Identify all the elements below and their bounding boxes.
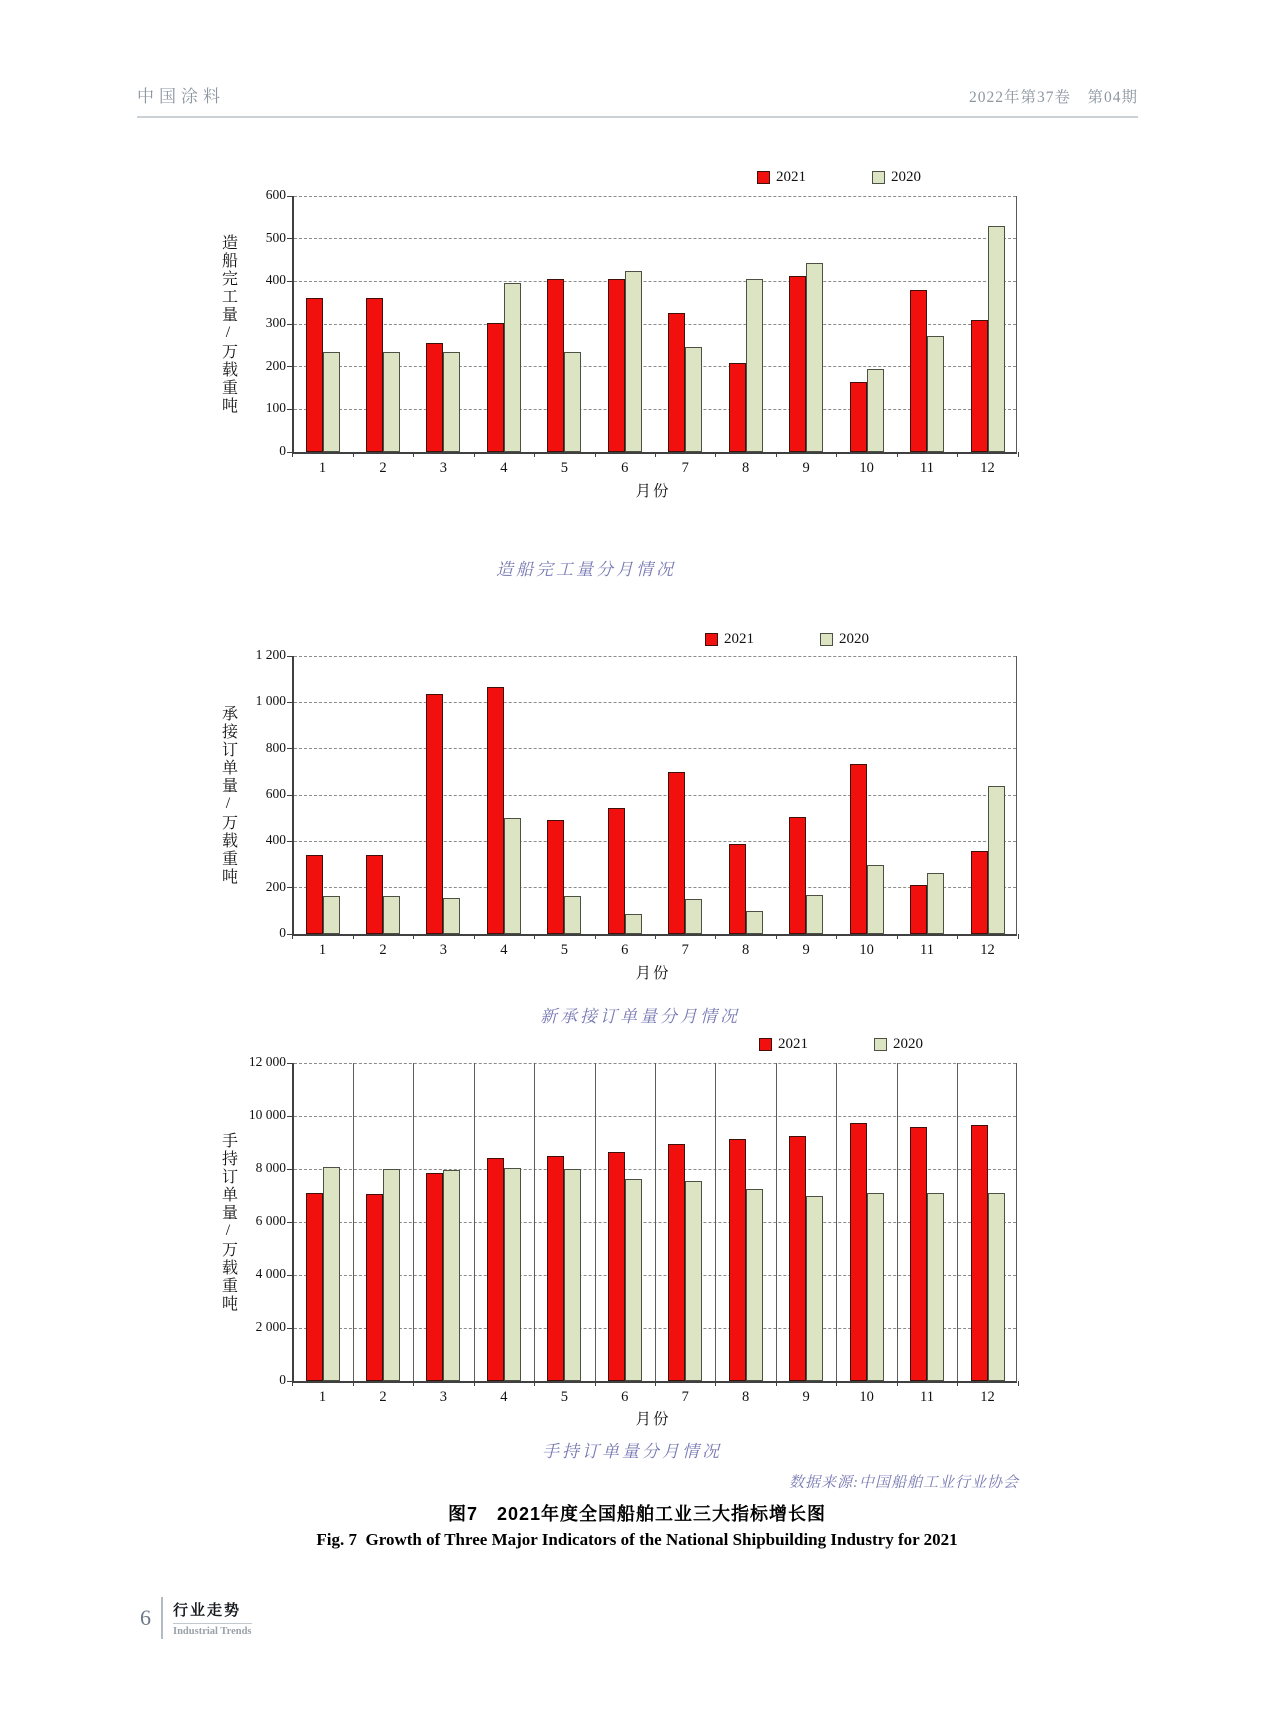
x-tick-label: 5 <box>560 460 568 476</box>
legend-2020-marker-icon <box>874 1038 887 1051</box>
bar-2020-month-3 <box>443 898 460 934</box>
legend-entry-2020 <box>820 631 869 648</box>
figure-caption-en: Fig. 7 Growth of Three Major Indicators of the National Shipbuilding Industry for 2021 <box>316 1530 958 1549</box>
page-number: 6 <box>140 1605 151 1630</box>
legend-2020-label: 2020 <box>839 631 869 647</box>
bar-2021-month-1 <box>306 298 323 452</box>
journal-name: 中国涂料 <box>137 87 225 106</box>
bar-2020-month-8 <box>746 911 763 934</box>
x-axis-tick <box>474 452 475 457</box>
gridline <box>294 748 1016 749</box>
bar-2021-month-11 <box>910 1127 927 1381</box>
bar-2021-month-4 <box>487 323 504 452</box>
category-separator <box>897 1063 898 1381</box>
bar-2020-month-6 <box>625 1179 642 1381</box>
y-axis-tick <box>287 409 292 410</box>
x-axis-tick <box>474 1381 475 1386</box>
x-tick-label: 3 <box>439 1389 448 1405</box>
bar-2021-month-10 <box>850 1123 867 1381</box>
x-axis-tick <box>776 452 777 457</box>
y-axis-tick <box>287 795 292 796</box>
x-tick-label: 1 <box>318 460 327 476</box>
y-tick-label: 0 <box>279 1372 286 1387</box>
legend-2020-label: 2020 <box>893 1036 923 1052</box>
bar-2021-month-3 <box>426 694 443 934</box>
bar-2021-month-9 <box>789 276 806 452</box>
legend-entry-2021 <box>759 1036 808 1053</box>
x-tick-label: 5 <box>560 1389 568 1405</box>
y-axis-tick <box>287 748 292 749</box>
y-axis-tick <box>287 324 292 325</box>
x-tick-label: 1 <box>318 942 327 958</box>
x-axis-tick <box>595 1381 596 1386</box>
gridline <box>294 409 1016 410</box>
bar-2021-month-7 <box>668 313 685 452</box>
bar-2020-month-1 <box>323 896 340 934</box>
x-axis-tick <box>897 934 898 939</box>
legend-entry-2020 <box>874 1036 923 1053</box>
x-tick-label: 2 <box>379 460 387 476</box>
category-separator <box>534 1063 535 1381</box>
bar-2021-month-2 <box>366 855 383 934</box>
legend-2021-marker-icon <box>757 171 770 184</box>
bar-2021-month-6 <box>608 808 625 934</box>
gridline <box>294 841 1016 842</box>
bar-2020-month-2 <box>383 896 400 934</box>
bar-2020-month-5 <box>564 1169 581 1381</box>
y-axis-tick <box>287 934 292 935</box>
y-tick-label: 1 000 <box>255 693 286 709</box>
x-axis-tick <box>413 934 414 939</box>
bar-2021-month-11 <box>910 290 927 452</box>
bar-2020-month-9 <box>806 895 823 934</box>
x-tick-label: 1 <box>318 1389 327 1405</box>
bar-2020-month-11 <box>927 1193 944 1381</box>
x-axis-tick <box>715 452 716 457</box>
legend-2021-label: 2021 <box>724 631 754 647</box>
category-separator <box>776 1063 777 1381</box>
chart2-legend <box>705 631 869 648</box>
x-axis-tick <box>353 934 354 939</box>
y-tick-label: 100 <box>265 400 286 416</box>
x-axis-tick <box>776 1381 777 1386</box>
category-separator <box>353 1063 354 1381</box>
x-axis-tick <box>897 452 898 457</box>
bar-2021-month-3 <box>426 1173 443 1381</box>
legend-2021-label: 2021 <box>778 1036 808 1052</box>
bar-2021-month-5 <box>547 279 564 452</box>
y-axis-tick <box>287 452 292 453</box>
y-axis-tick <box>287 1381 292 1382</box>
gridline <box>294 795 1016 796</box>
gridline <box>294 656 1016 657</box>
x-axis-tick <box>836 1381 837 1386</box>
bar-2021-month-12 <box>971 851 988 934</box>
bar-2021-month-2 <box>366 298 383 452</box>
x-tick-label: 9 <box>802 1389 810 1405</box>
y-axis-tick <box>287 196 292 197</box>
bar-2021-month-6 <box>608 1152 625 1381</box>
bar-2020-month-10 <box>867 369 884 452</box>
category-separator <box>474 1063 475 1381</box>
gridline <box>294 887 1016 888</box>
y-axis-tick <box>287 1116 292 1117</box>
chart1-x-axis-title: 月份 <box>635 483 671 500</box>
legend-2020-label: 2020 <box>891 169 921 185</box>
x-axis-tick <box>1018 934 1019 939</box>
bar-2021-month-1 <box>306 1193 323 1381</box>
y-tick-label: 200 <box>265 878 286 894</box>
bar-2021-month-12 <box>971 1125 988 1381</box>
x-tick-label: 8 <box>742 460 750 476</box>
y-axis-tick <box>287 1222 292 1223</box>
bar-2021-month-10 <box>850 764 867 934</box>
bar-2021-month-4 <box>487 1158 504 1381</box>
x-axis-tick <box>715 934 716 939</box>
x-tick-label: 4 <box>500 460 508 476</box>
chart3-y-axis-title: 手持订单量/万载重吨 <box>219 1131 237 1313</box>
bar-2021-month-3 <box>426 343 443 452</box>
issue-info: 2022年第37卷 第04期 <box>968 89 1138 106</box>
y-tick-label: 600 <box>265 187 286 202</box>
y-axis-tick <box>287 281 292 282</box>
y-tick-label: 200 <box>265 357 286 373</box>
x-axis-tick <box>655 934 656 939</box>
bar-2021-month-5 <box>547 1156 564 1381</box>
y-tick-label: 12 000 <box>248 1054 286 1069</box>
y-axis-tick <box>287 238 292 239</box>
bar-2020-month-7 <box>685 347 702 452</box>
bar-2020-month-7 <box>685 899 702 934</box>
y-tick-label: 0 <box>279 925 286 940</box>
x-axis-tick <box>534 1381 535 1386</box>
y-tick-label: 400 <box>265 272 286 288</box>
y-tick-label: 2 000 <box>255 1319 286 1334</box>
chart1-legend <box>757 169 921 186</box>
category-separator <box>413 1063 414 1381</box>
bar-2020-month-6 <box>625 914 642 934</box>
bar-2021-month-7 <box>668 1144 685 1381</box>
x-axis-tick <box>413 452 414 457</box>
gridline <box>294 366 1016 367</box>
bar-2020-month-7 <box>685 1181 702 1381</box>
bar-2020-month-8 <box>746 279 763 452</box>
x-axis-tick <box>836 934 837 939</box>
y-tick-label: 6 000 <box>255 1213 286 1228</box>
chart1-y-axis-title: 造船完工量/万载重吨 <box>219 233 237 415</box>
category-separator <box>957 1063 958 1381</box>
bar-2021-month-5 <box>547 820 564 934</box>
x-axis-tick <box>715 1381 716 1386</box>
gridline <box>294 702 1016 703</box>
x-tick-label: 9 <box>802 460 810 476</box>
category-separator <box>715 1063 716 1381</box>
x-tick-label: 7 <box>681 460 689 476</box>
bar-2021-month-11 <box>910 885 927 934</box>
x-tick-label: 8 <box>742 942 750 958</box>
bar-2020-month-12 <box>988 786 1005 934</box>
x-tick-label: 2 <box>379 1389 387 1405</box>
x-axis-tick <box>1018 452 1019 457</box>
y-axis-tick <box>287 1063 292 1064</box>
bar-2021-month-8 <box>729 844 746 934</box>
y-axis-tick <box>287 656 292 657</box>
chart3-legend <box>759 1036 923 1053</box>
x-tick-label: 10 <box>859 1389 874 1405</box>
legend-2021-label: 2021 <box>776 169 806 185</box>
bar-2020-month-12 <box>988 1193 1005 1381</box>
x-tick-label: 5 <box>560 942 568 958</box>
chart1-plot-area <box>265 187 1017 476</box>
bar-2020-month-2 <box>383 352 400 452</box>
chart2-y-axis-title: 承接订单量/万载重吨 <box>219 704 237 886</box>
x-tick-label: 10 <box>859 942 874 958</box>
chart2-x-axis-title: 月份 <box>635 965 671 982</box>
x-tick-label: 8 <box>742 1389 750 1405</box>
gridline <box>294 324 1016 325</box>
bar-2020-month-6 <box>625 271 642 452</box>
y-axis-tick <box>287 1328 292 1329</box>
bar-2021-month-9 <box>789 1136 806 1381</box>
legend-2020-marker-icon <box>872 171 885 184</box>
bar-2021-month-8 <box>729 363 746 452</box>
x-axis-tick <box>595 934 596 939</box>
legend-2021-marker-icon <box>705 633 718 646</box>
gridline <box>294 196 1016 197</box>
x-axis-tick <box>413 1381 414 1386</box>
bar-2020-month-3 <box>443 352 460 452</box>
x-tick-label: 9 <box>802 942 810 958</box>
section-name-cn: 行业走势 <box>173 1602 242 1619</box>
bar-2021-month-4 <box>487 687 504 934</box>
bar-2021-month-2 <box>366 1194 383 1381</box>
bar-2020-month-8 <box>746 1189 763 1381</box>
y-tick-label: 800 <box>265 739 286 755</box>
x-axis-tick <box>655 1381 656 1386</box>
bar-2021-month-6 <box>608 279 625 452</box>
footer-section <box>173 1599 252 1637</box>
x-axis-tick <box>957 1381 958 1386</box>
x-axis-tick <box>957 934 958 939</box>
y-tick-label: 300 <box>265 315 286 330</box>
bar-2020-month-3 <box>443 1170 460 1381</box>
x-tick-label: 3 <box>439 942 448 958</box>
x-tick-label: 12 <box>980 1389 995 1405</box>
x-tick-label: 12 <box>980 942 995 958</box>
y-axis-tick <box>287 841 292 842</box>
bar-2020-month-1 <box>323 352 340 452</box>
x-tick-label: 6 <box>621 942 629 958</box>
y-tick-label: 400 <box>265 832 286 848</box>
x-tick-label: 6 <box>621 460 629 476</box>
y-tick-label: 0 <box>279 443 286 458</box>
gridline <box>294 238 1016 239</box>
y-tick-label: 8 000 <box>255 1160 286 1175</box>
y-axis-tick <box>287 887 292 888</box>
bar-2020-month-4 <box>504 818 521 934</box>
bar-2021-month-8 <box>729 1139 746 1381</box>
x-axis-tick <box>534 452 535 457</box>
x-axis-tick <box>534 934 535 939</box>
category-separator <box>595 1063 596 1381</box>
legend-entry-2021 <box>705 631 754 648</box>
bar-2020-month-10 <box>867 865 884 935</box>
x-tick-label: 12 <box>980 460 995 476</box>
legend-entry-2021 <box>757 169 806 186</box>
footer-divider <box>161 1597 163 1639</box>
y-tick-label: 1 200 <box>255 647 286 662</box>
chart3-subtitle: 手持订单量分月情况 <box>542 1442 722 1461</box>
bar-2021-month-1 <box>306 855 323 934</box>
chart3-x-axis-title: 月份 <box>635 1411 671 1428</box>
x-tick-label: 11 <box>920 942 935 958</box>
x-axis-tick <box>353 452 354 457</box>
x-axis-tick <box>474 934 475 939</box>
category-separator <box>836 1063 837 1381</box>
x-tick-label: 11 <box>920 1389 935 1405</box>
category-separator <box>655 1063 656 1381</box>
bar-2020-month-12 <box>988 226 1005 452</box>
page-header <box>137 82 1138 118</box>
bar-2021-month-12 <box>971 320 988 452</box>
bar-2020-month-2 <box>383 1169 400 1381</box>
bar-2020-month-5 <box>564 352 581 452</box>
x-axis-tick <box>595 452 596 457</box>
bar-2021-month-7 <box>668 772 685 934</box>
y-tick-label: 10 000 <box>248 1107 286 1122</box>
y-axis-tick <box>287 702 292 703</box>
bar-2020-month-4 <box>504 283 521 452</box>
y-axis-tick <box>287 366 292 367</box>
bar-2020-month-4 <box>504 1168 521 1381</box>
section-name-en: Industrial Trends <box>173 1623 252 1637</box>
x-axis-tick <box>836 452 837 457</box>
x-axis-tick <box>353 1381 354 1386</box>
page-footer <box>140 1597 252 1639</box>
x-axis-tick <box>292 934 293 939</box>
y-tick-label: 4 000 <box>255 1266 286 1281</box>
y-tick-label: 500 <box>265 229 286 245</box>
legend-2020-marker-icon <box>820 633 833 646</box>
bar-2020-month-10 <box>867 1193 884 1381</box>
x-tick-label: 2 <box>379 942 387 958</box>
bar-2020-month-9 <box>806 263 823 452</box>
x-axis-tick <box>1018 1381 1019 1386</box>
x-tick-label: 10 <box>859 460 874 476</box>
chart2-plot-area <box>255 647 1017 958</box>
x-axis-tick <box>776 934 777 939</box>
bar-2020-month-11 <box>927 873 944 934</box>
bar-2020-month-11 <box>927 336 944 452</box>
x-axis-tick <box>655 452 656 457</box>
gridline <box>294 281 1016 282</box>
x-tick-label: 7 <box>681 942 689 958</box>
legend-entry-2020 <box>872 169 921 186</box>
legend-2021-marker-icon <box>759 1038 772 1051</box>
chart3-plot-area <box>248 1054 1017 1405</box>
x-tick-label: 3 <box>439 460 448 476</box>
x-tick-label: 6 <box>621 1389 629 1405</box>
x-axis-tick <box>292 1381 293 1386</box>
data-source-note: 数据来源:中国船舶工业行业协会 <box>789 1475 1019 1491</box>
x-tick-label: 11 <box>920 460 935 476</box>
x-tick-label: 4 <box>500 942 508 958</box>
figure-caption-cn: 图7 2021年度全国船舶工业三大指标增长图 <box>447 1504 827 1524</box>
y-axis-tick <box>287 1275 292 1276</box>
bar-2021-month-10 <box>850 382 867 452</box>
bar-2020-month-9 <box>806 1196 823 1381</box>
bar-2020-month-1 <box>323 1167 340 1381</box>
x-tick-label: 4 <box>500 1389 508 1405</box>
bar-2021-month-9 <box>789 817 806 934</box>
chart2-subtitle: 新承接订单量分月情况 <box>540 1007 740 1026</box>
x-tick-label: 7 <box>681 1389 689 1405</box>
y-tick-label: 600 <box>265 786 286 801</box>
bar-2020-month-5 <box>564 896 581 934</box>
x-axis-tick <box>292 452 293 457</box>
chart1-subtitle: 造船完工量分月情况 <box>496 560 676 579</box>
x-axis-tick <box>957 452 958 457</box>
x-axis-tick <box>897 1381 898 1386</box>
y-axis-tick <box>287 1169 292 1170</box>
